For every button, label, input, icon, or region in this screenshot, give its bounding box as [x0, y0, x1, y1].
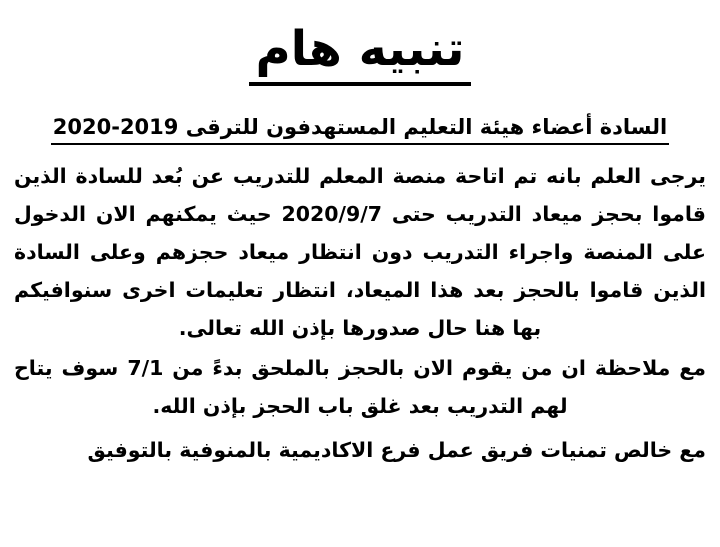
notice-paragraph-training-access: يرجى العلم بانه تم اتاحة منصة المعلم للتدريب عن بُعد للسادة الذين قاموا بحجز ميعاد التدريب حتى 2020/9/7 حيث يمكنهم الان الدخول على المنصة واجراء التدريب دون انتظار ميعاد حجزهم وعلى السادة الذين قاموا بالحجز بعد هذا الميعاد، انتظار تعليمات اخرى سنوافيكم بها هنا حال صدورها بإذن الله تعالى.: [14, 164, 706, 340]
title-container: [14, 18, 706, 100]
notice-closing: مع خالص تمنيات فريق عمل فرع الاكاديمية بالمنوفية بالتوفيق: [87, 438, 706, 462]
notice-paragraph-supplement: مع ملاحظة ان من يقوم الان بالحجز بالملحق بدءً من 7/1 سوف يتاح لهم التدريب بعد غلق باب الحجز بإذن الله.: [14, 356, 706, 418]
notice-title: تنبيه هام: [249, 18, 470, 86]
subtitle-container: [14, 112, 706, 145]
notice-subtitle: السادة أعضاء هيئة التعليم المستهدفون للترقى 2019-2020: [51, 112, 669, 145]
